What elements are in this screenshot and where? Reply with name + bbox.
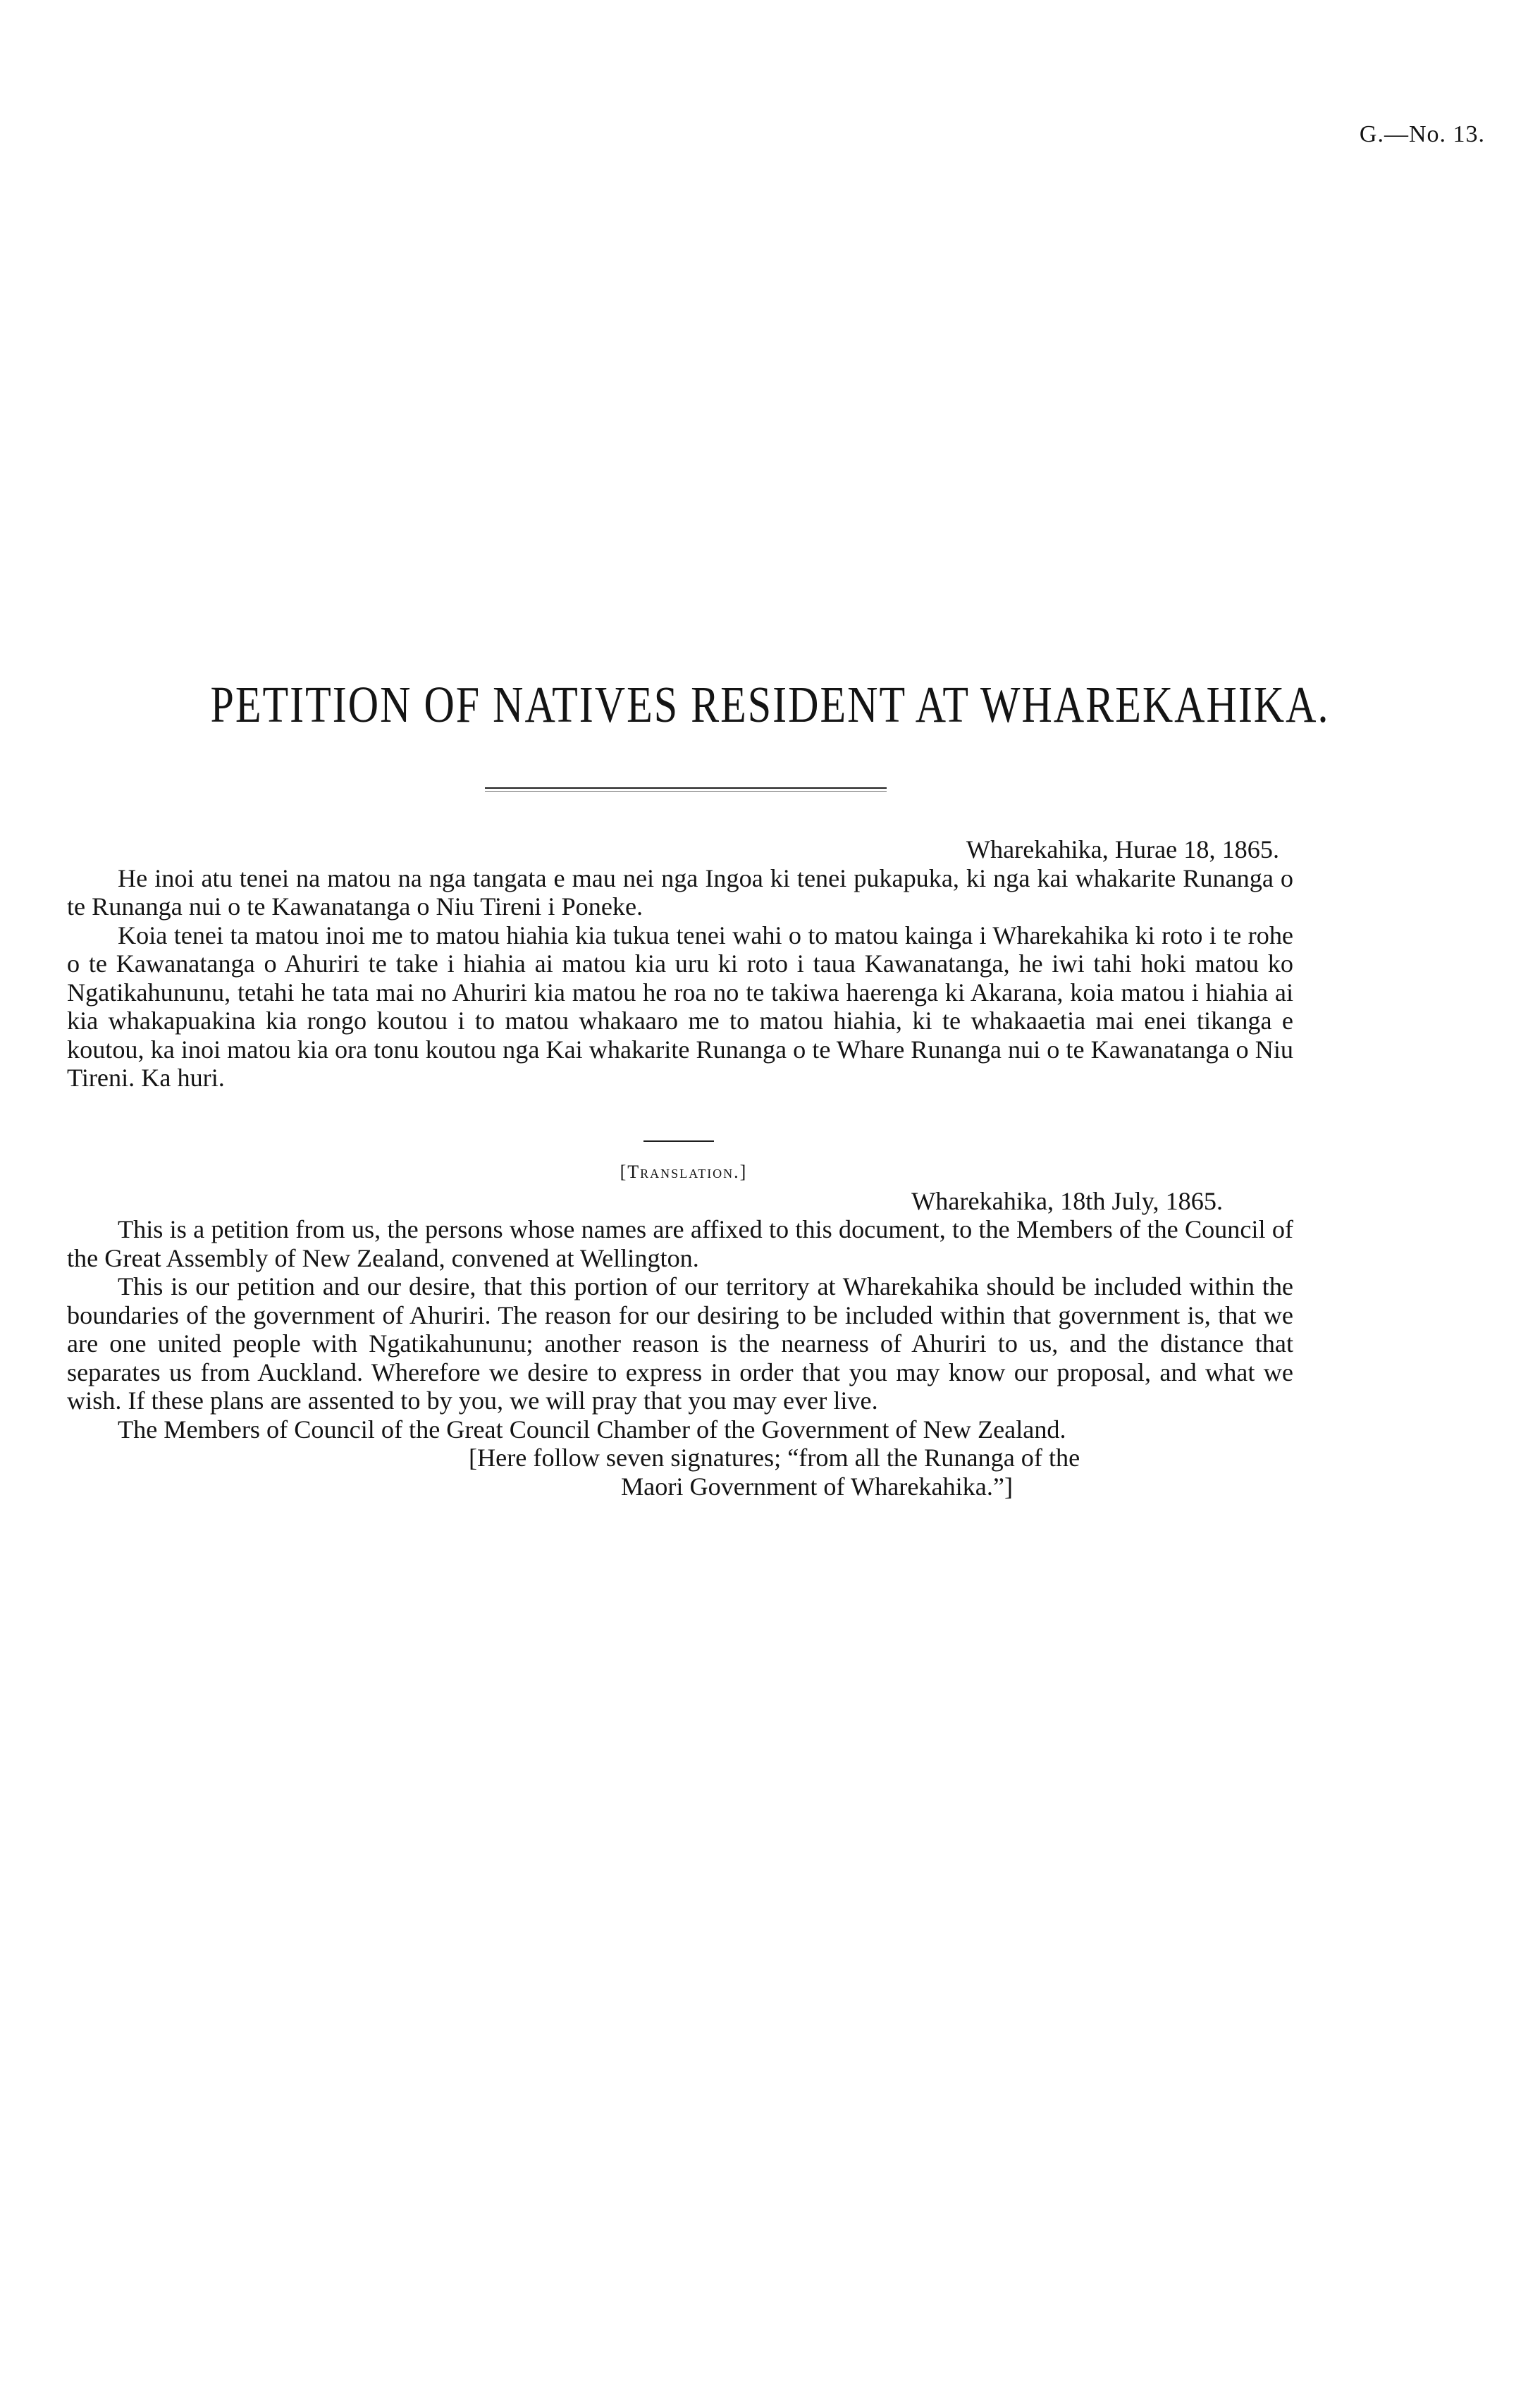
title-divider — [485, 787, 887, 789]
maori-dateline: Wharekahika, Hurae 18, 1865. — [966, 835, 1279, 863]
english-translation — [67, 1158, 1293, 1501]
signatures-note-line-2: Maori Government of Wharekahika.”] — [621, 1472, 1013, 1501]
title-divider-shadow — [485, 791, 887, 792]
english-paragraph-2: This is our petition and our desire, that this portion of our territory at Wharekahika should be included within the boundaries of the government of Ahuriri. The reason for our desiring to be included within that government is, that we are one united people with Ngatikahununu; another reason is the nearness of Ahuriri to us, and the distance that separates us from Auckland. Wherefore we desire to express in order that you may know our proposal, and what we wish. If these plans are assented to by you, we will pray that you may ever live. — [67, 1272, 1293, 1415]
translation-label: [Translation.] — [620, 1162, 748, 1182]
english-closing: The Members of Council of the Great Council Chamber of the Government of New Zealand. — [118, 1415, 1066, 1444]
english-dateline: Wharekahika, 18th July, 1865. — [911, 1186, 1223, 1215]
document-reference: G.—No. 13. — [1359, 121, 1485, 147]
maori-petition — [67, 835, 1293, 1093]
maori-paragraph-2: Koia tenei ta matou inoi me to matou hiahia kia tukua tenei wahi o to matou kainga i Wharekahika ki roto i te rohe o te Kawanatanga o Ahuriri te take i hiahia ai matou kia uru ki roto i taua Kawanatanga, he iwi tahi hoki matou ko Ngatikahununu, tetahi he tata mai no Ahuriri kia matou he roa no te takiwa haerenga ki Akarana, koia matou i hiahia ai kia whakapuakina kia rongo koutou i to matou whakaaro me to matou hiahia, ki te whakaaetia mai enei tikanga e koutou, ka inoi matou kia ora tonu koutou nga Kai whakarite Runanga o te Whare Runanga nui o te Kawanatanga o Niu Tireni. Ka huri. — [67, 921, 1293, 1092]
signatures-note-line-1: [Here follow seven signatures; “from all the Runanga of the — [469, 1444, 1080, 1472]
page-title: PETITION OF NATIVES RESIDENT AT WHAREKAHIKA. — [210, 676, 1330, 733]
english-paragraph-1: This is a petition from us, the persons whose names are affixed to this document, to the Members of the Council of the Great Assembly of New Zealand, convened at Wellington. — [67, 1215, 1293, 1272]
section-divider — [643, 1140, 714, 1142]
maori-paragraph-1: He inoi atu tenei na matou na nga tangata e mau nei nga Ingoa ki tenei pukapuka, ki nga kai whakarite Runanga o te Runanga nui o te Kawanatanga o Niu Tireni i Poneke. — [67, 863, 1293, 921]
